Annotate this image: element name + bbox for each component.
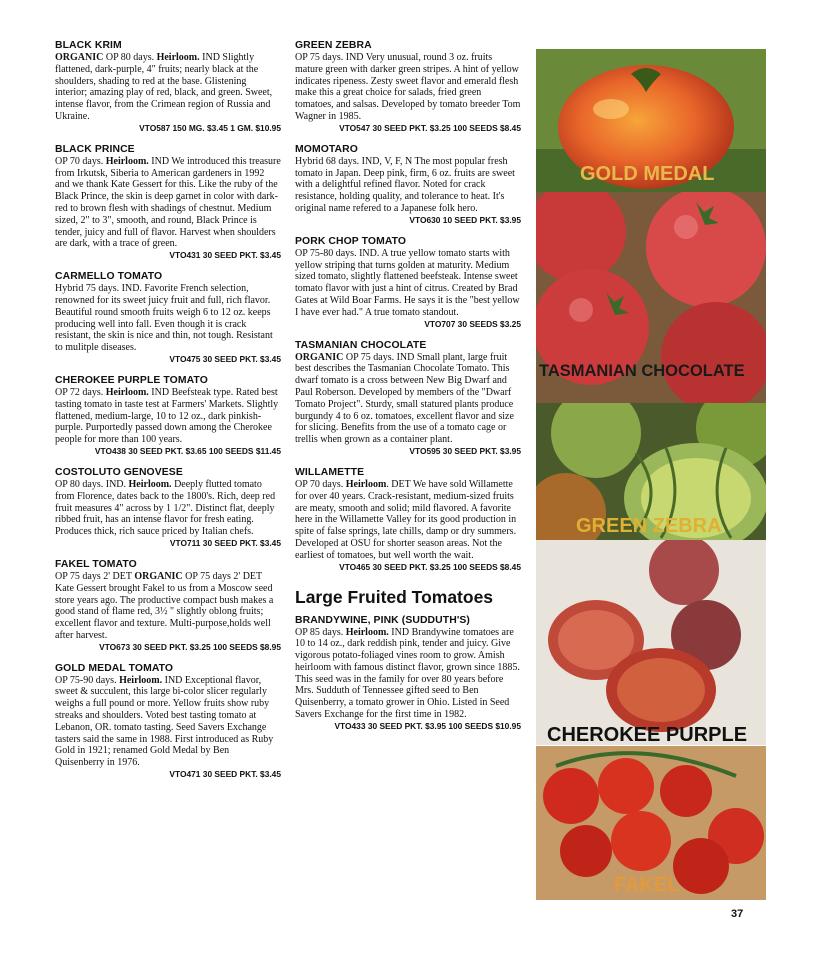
product-description [295, 352, 521, 446]
product-price: VTO587 150 MG. $3.45 1 GM. $10.95 [139, 122, 281, 133]
product-entry [55, 375, 281, 457]
product-entry [295, 144, 521, 226]
description-text: IND We introduced this treasure from Irkutsk, Siberia to American gardeners in 1992 and we thank Kate Gessert for this. Like the ruby of the Black Prince, the skin is deep garnet in color with dark-red to brown flesh with shadings of chestnut. Medium sized, 2" to 3", smooth, and round, Black Prince is tender, juicy and full of flavor. Harvest when shoulders are dark, with a trace of green. [55, 155, 281, 250]
product-description [55, 156, 281, 250]
description-text: OP 75 days 2' DET Kate Gessert brought Fakel to us from a Moscow seed store years ago. The productive compact bush makes a good stand of flame red, 3½ " slightly oblong fruits; excellent flavor and texture. Multi-purpose,holds well after harvest. [55, 570, 274, 641]
product-price: VTO475 30 SEED PKT. $3.45 [169, 353, 281, 364]
product-description [55, 387, 281, 446]
product-price: VTO465 30 SEED PKT. $3.25 100 SEEDS $8.45 [339, 561, 521, 572]
left-column [55, 40, 281, 790]
description-text: IND Beefsteak type. Rated best tasting tomato in taste test at Farmers' Markets. Slightly flattened, medium-large, 10 to 12 oz., dark pinkish-purple. Purportedly passed down among the Cherokee people for more than 100 years. [55, 386, 279, 446]
photo-label: FAKEL [614, 874, 680, 896]
emphasis-text: Heirloom. [105, 386, 149, 398]
photo-label: CHEROKEE PURPLE [547, 724, 748, 746]
gold-medal-photo [536, 49, 766, 192]
emphasis-text: Heirloom [345, 478, 387, 490]
product-entry [295, 615, 521, 732]
product-title: COSTOLUTO GENOVESE [55, 466, 183, 478]
fakel-photo [536, 746, 766, 900]
product-description [295, 52, 521, 123]
product-price: VTO547 30 SEED PKT. $3.25 100 SEEDS $8.45 [339, 122, 521, 133]
product-entry [55, 559, 281, 653]
photo-label: GOLD MEDAL [580, 163, 715, 185]
product-title: GOLD MEDAL TOMATO [55, 662, 174, 674]
product-description [55, 479, 281, 538]
product-entry [55, 40, 281, 134]
product-entry [295, 340, 521, 457]
product-price: VTO711 30 SEED PKT. $3.45 [169, 537, 281, 548]
product-description [55, 675, 281, 769]
product-entry [55, 144, 281, 261]
product-entry [55, 467, 281, 549]
product-title: BRANDYWINE, PINK (SUDDUTH'S) [295, 614, 470, 626]
product-description [55, 571, 281, 642]
photo-label: TASMANIAN CHOCOLATE [539, 362, 745, 380]
product-description [295, 248, 521, 319]
description-text: IND Slightly flattened, dark-purple, 4" fruits; nearly black at the shoulders, shading to red at the base. Glistening interior; amazing play of red, black, and green. Sweet, intense flavor, from the Crimean region of Russia and Ukraine. [55, 52, 273, 122]
product-title: TASMANIAN CHOCOLATE [295, 339, 427, 351]
product-title: CARMELLO TOMATO [55, 271, 163, 283]
product-price: VTO707 30 SEEDS $3.25 [424, 318, 521, 329]
product-price: VTO630 10 SEED PKT. $3.95 [409, 214, 521, 225]
product-entry [295, 467, 521, 573]
product-title: CHEROKEE PURPLE TOMATO [55, 374, 208, 386]
product-description [295, 156, 521, 215]
emphasis-text: ORGANIC [134, 570, 183, 582]
emphasis-text: Heirloom. [128, 478, 172, 490]
emphasis-text: Heirloom. [119, 674, 163, 686]
description-text: IND Brandywine tomatoes are 10 to 14 oz., dark reddish pink, tender and juicy. Give vigorous potato-foliaged vines room to grow. Amish heirloom with famous distinct flavor, grown since 1885. This seed was in the family for over 80 years before Mrs. Sudduth of Tennessee gifted seed to Ben Quisenberry, a tomato grower in Ohio. Listed in Seed Savers Exchange for the first time in 1982. [295, 626, 520, 721]
description-text: Hybrid 68 days. IND, V, F, N The most popular fresh tomato in Japan. Deep pink, firm, 6 oz. fruits are sweet with a delightful refined flavor. Noted for crack resistance, holding quality, and tolerance to heat. It's original name refered to a Japanese folk hero. [295, 155, 515, 214]
product-title: WILLAMETTE [295, 466, 365, 478]
description-text: OP 85 days. [295, 626, 346, 638]
emphasis-text: Heirloom. [345, 626, 389, 638]
product-price: VTO595 30 SEED PKT. $3.95 [409, 445, 521, 456]
product-entry [55, 271, 281, 365]
product-title: BLACK KRIM [55, 40, 122, 51]
product-entry [295, 40, 521, 134]
description-text: OP 75-80 days. IND. A true yellow tomato starts with yellow striping that turns golden at maturity. Medium sized tomato, slightly flattened beefsteak. Intense sweet tomato flavor with just a hint of citrus. Created by Brad Gates at Wild Boar Farms. He says it is the "best yellow I have ever had." A true tomato standout. [295, 247, 520, 318]
description-text: OP 75 days 2' DET [55, 570, 135, 582]
emphasis-text: Heirloom. [156, 52, 200, 63]
description-text: OP 70 days. [295, 478, 346, 490]
description-text: IND Exceptional flavor, sweet & succulent, this large bi-color slicer regularly weighs a full pound or more. Yellow fruits show ruby streaks and shoulders. Voted best tasting tomato at Lebanon, OR. tomato tasting. Seed Savers Exchange tasters said the same in 1988. First introduced as Ruby Gold in 1921; renamed Gold Medal by Ben Quisenberry in 1976. [55, 674, 274, 769]
cherokee-purple-photo [536, 540, 766, 745]
page-number: 37 [731, 908, 744, 920]
product-price: VTO433 30 SEED PKT. $3.95 100 SEEDS $10.95 [334, 720, 521, 731]
emphasis-text: ORGANIC [295, 351, 344, 363]
product-price: VTO438 30 SEED PKT. $3.65 100 SEEDS $11.45 [94, 445, 281, 456]
description-text: OP 72 days. [55, 386, 106, 398]
emphasis-text: ORGANIC [55, 52, 104, 63]
product-entry [295, 236, 521, 330]
description-text: OP 80 days. [103, 52, 157, 63]
description-text: . DET We have sold Willamette for over 40 years. Crack-resistant, medium-sized fruits are meaty, smooth and solid; mild flavored. A favorite here in the Willamette Valley for its good production in spite of false springs, late chills, damp or dry summers. Developed at OSU for shorter season areas. Not the earliest of tomatoes, but well worth the wait. [295, 478, 517, 561]
product-title: BLACK PRINCE [55, 143, 135, 155]
description-text: OP 70 days. [55, 155, 106, 167]
emphasis-text: Heirloom. [105, 155, 149, 167]
product-description [55, 283, 281, 354]
description-text: Deeply flutted tomato from Florence, dates back to the 1800's. Rich, deep red fruit measures 4" across by 1 1/2". Distinct flat, deeply ribbed fruit, has an intense flavor for fresh eating. Produces thick, rich sauce priced by Italian chefs. [55, 478, 276, 538]
description-text: Hybrid 75 days. IND. Favorite French selection, renowned for its sweet juicy fruit and full, rich flavor. Beautiful round smooth fruits weigh 6 to 12 oz. keeps producing well into fall. Even though it is crack resistant, the skin is nice and thin, not tough. Resistant to mulitple diseases. [55, 283, 273, 354]
description-text: OP 75 days. IND Very unusual, round 3 oz. fruits mature green with darker green stripes. A hint of yellow indicates ripeness. Zesty sweet flavor and emerald flesh make this a great choice for salads, fried green tomatoes, and salsas. Developed by tomato breeder Tom Wagner in 1985. [295, 52, 521, 122]
product-title: GREEN ZEBRA [295, 40, 372, 51]
description-text: OP 80 days. IND. [55, 478, 129, 490]
green-zebra-photo [536, 403, 766, 540]
description-text: OP 75 days. IND Small plant, large fruit best describes the Tasmanian Chocolate Tomato. This dwarf tomato is a cross between New Big Dwarf and Paul Roberson. Developed by members of the "Dwarf Tomato Project". Sturdy, small statured plants produce burgundy 4 to 6 oz. tomatoes, excellent flavor and size for slicing. Benefits from the use of a tomato cage or trellis when grown as a container plant. [295, 351, 514, 446]
product-description [295, 627, 521, 721]
description-text: OP 75-90 days. [55, 674, 120, 686]
product-price: VTO673 30 SEED PKT. $3.25 100 SEEDS $8.95 [99, 641, 281, 652]
tasmanian-chocolate-photo [536, 192, 766, 403]
product-price: VTO471 30 SEED PKT. $3.45 [169, 769, 281, 780]
product-title: FAKEL TOMATO [55, 558, 137, 570]
photo-label: GREEN ZEBRA [576, 515, 722, 537]
product-entry [55, 663, 281, 780]
product-description [295, 479, 521, 562]
product-description [55, 52, 281, 123]
product-price: VTO431 30 SEED PKT. $3.45 [169, 250, 281, 261]
product-title: MOMOTARO [295, 143, 358, 155]
section-heading: Large Fruited Tomatoes [295, 586, 494, 607]
right-column [295, 40, 521, 742]
product-title: PORK CHOP TOMATO [295, 235, 407, 247]
